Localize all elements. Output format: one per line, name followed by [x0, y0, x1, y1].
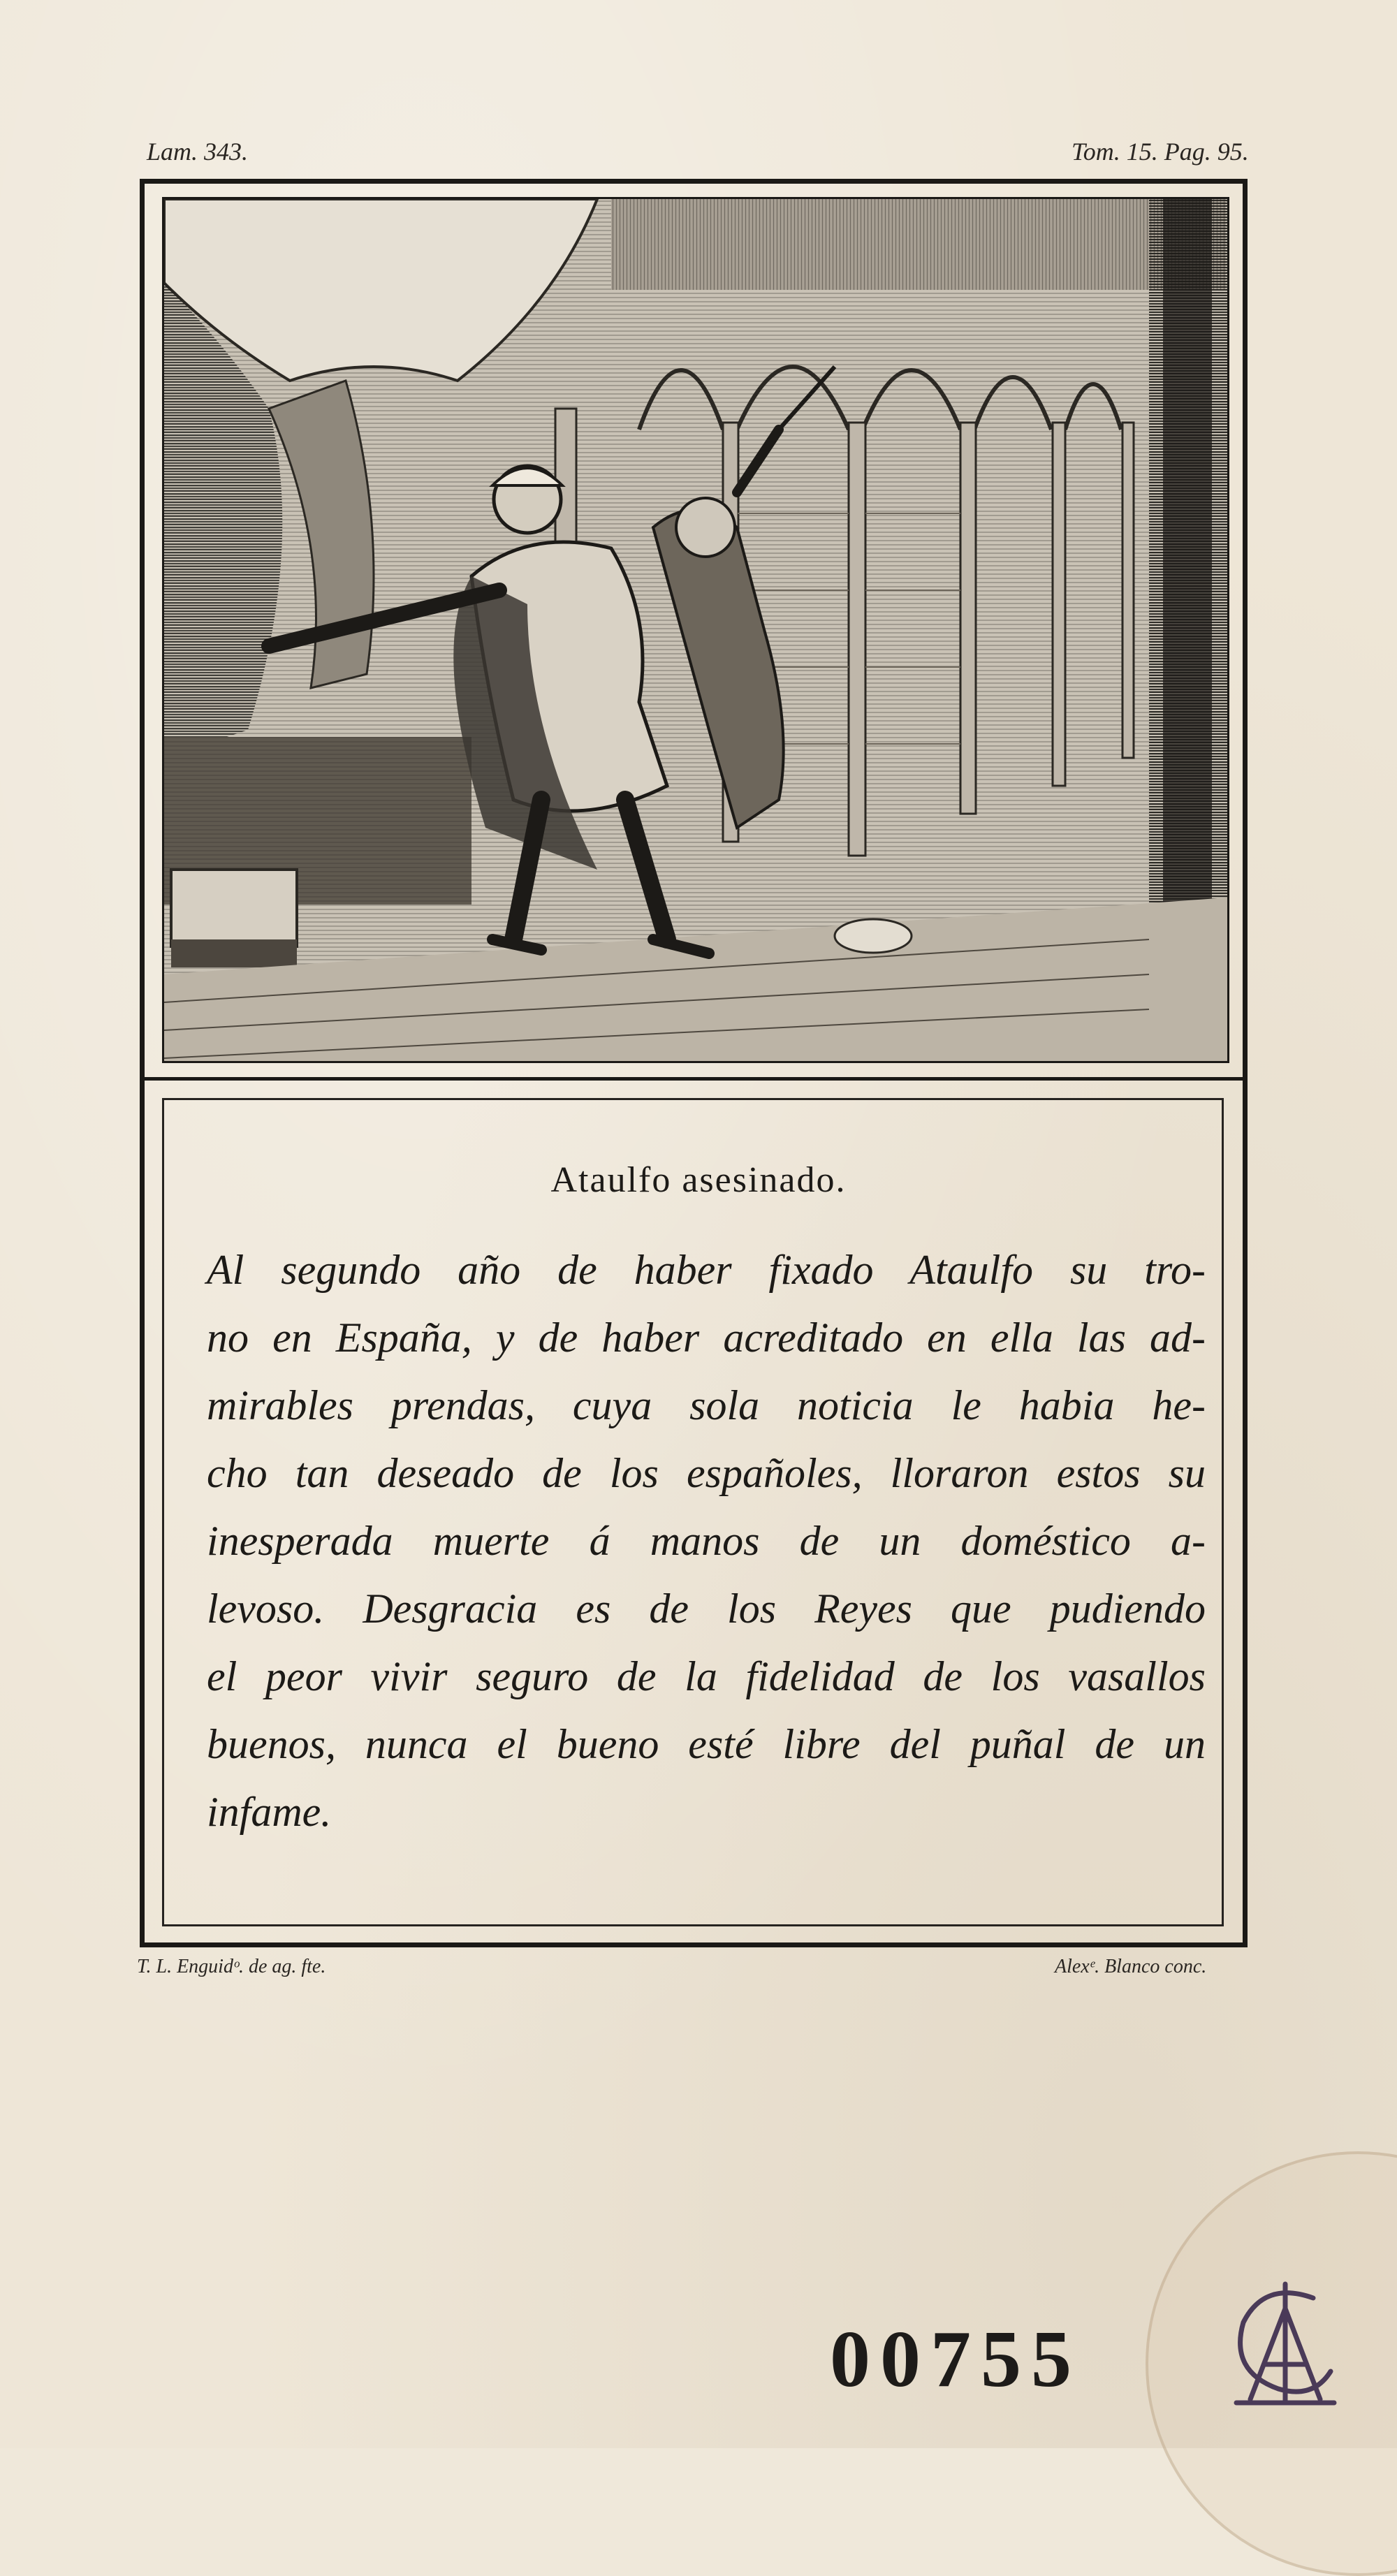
- plate-number: Lam. 343.: [147, 138, 249, 166]
- volume-page: Tom. 15. Pag. 95.: [1071, 138, 1249, 166]
- caption-line: inesperada muerte á manos de un doméstico a-: [207, 1518, 1206, 1564]
- engraving-illustration: [164, 199, 1227, 1061]
- finisher-credit: Alexᵉ. Blanco conc.: [1055, 1956, 1207, 1977]
- caption-title: Ataulfo asesinado.: [550, 1160, 847, 1200]
- caption-body: [207, 1236, 1206, 1846]
- frame-divider: [145, 1077, 1243, 1081]
- caption-line: levoso. Desgracia es de los Reyes que pudiendo: [207, 1586, 1206, 1632]
- caption-line: Al segundo año de haber fixado Ataulfo su tro-: [207, 1247, 1206, 1293]
- engraver-credit: T. L. Enguidᵒ. de ag. fte.: [137, 1956, 326, 1977]
- engraving-plate: [162, 197, 1229, 1063]
- caption-line: no en España, y de haber acreditado en ella las ad-: [207, 1315, 1206, 1361]
- caption-line: mirables prendas, cuya sola noticia le habia he-: [207, 1382, 1206, 1428]
- caption-line: cho tan deseado de los españoles, lloraron estos su: [207, 1450, 1206, 1496]
- collection-stamp-monogram: [1208, 2267, 1362, 2420]
- inventory-number: 00755: [830, 2315, 1081, 2404]
- caption-line: el peor vivir seguro de la fidelidad de los vasallos: [207, 1653, 1206, 1699]
- caption-line: infame.: [207, 1789, 332, 1835]
- caption-line: buenos, nunca el bueno esté libre del puñal de un: [207, 1721, 1206, 1767]
